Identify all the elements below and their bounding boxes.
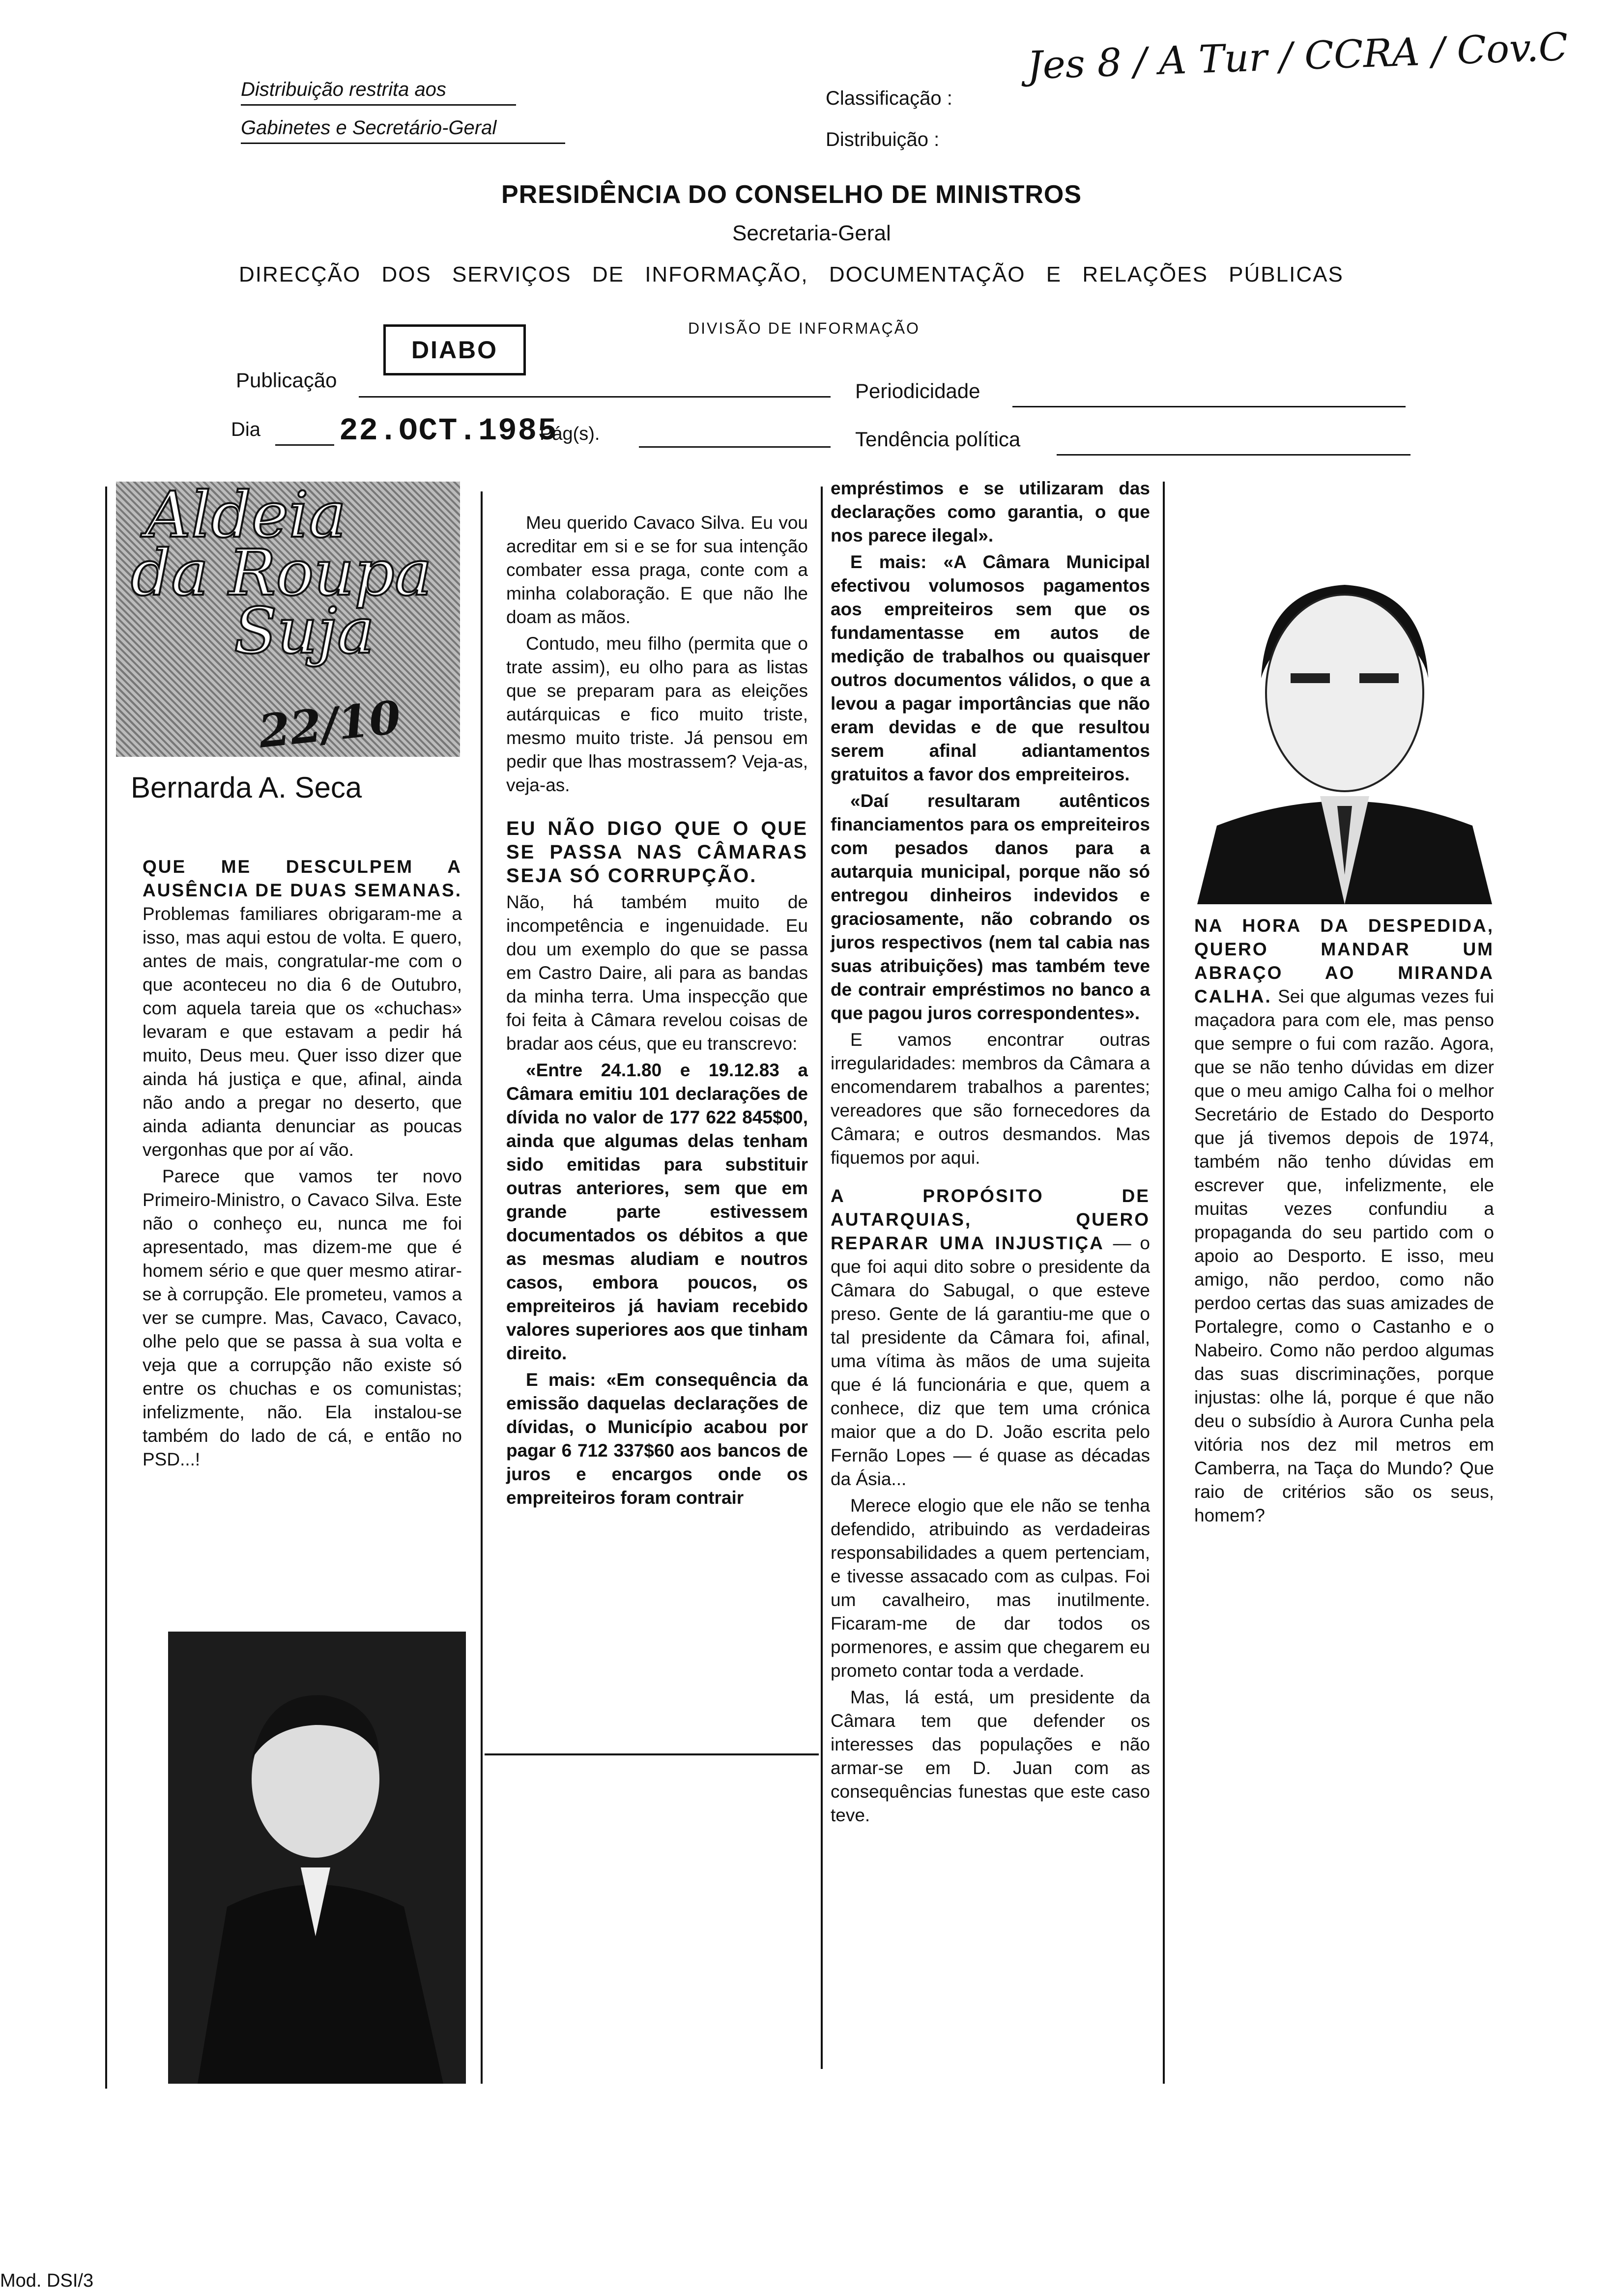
photo-portrait-graphic <box>168 1632 466 2084</box>
column-4 <box>1194 914 1494 1530</box>
pags-label: Pág(s). <box>540 424 600 444</box>
left-border <box>105 487 107 2089</box>
publicacao-label: Publicação <box>236 369 337 392</box>
col4-heading: NA HORA DA DESPEDIDA, QUERO MANDAR UM ABRAÇO AO MIRANDA CALHA. <box>1194 916 1494 1006</box>
col2-paragraph-4: «Entre 24.1.80 e 19.12.83 a Câmara emitiu 101 declarações de dívida no valor de 177 622 845$00, ainda que algumas delas tenham sido emitidas para substituir outras anteriores, sem que em grande parte estivessem documentados os débitos a que as mesmas aludiam e noutros casos, embora poucos, os empreiteiros já haviam recebido valores superiores aos que tinham direito. <box>506 1060 808 1363</box>
tendencia-label: Tendência política <box>855 428 1021 451</box>
col3-paragraph-4: E vamos encontrar outras irregularidades: membros da Câmara a encomendarem trabalhos a parentes; vereadores que são fornecedores da Câmara; e outros desmandos. Mas fiquemos por aqui. <box>831 1030 1150 1168</box>
col2-bottom-rule <box>485 1753 819 1755</box>
column-1 <box>143 855 462 1474</box>
org-title: PRESIDÊNCIA DO CONSELHO DE MINISTROS <box>501 180 1082 209</box>
column-title-line-2: da Roupa <box>131 537 432 610</box>
col2-paragraph-1: Meu querido Cavaco Silva. Eu vou acreditar em si e se for sua intenção combater essa praga, conte com a minha colaboração. E que não lhe doam as mãos. <box>506 513 808 627</box>
classificacao-label: Classificação : <box>826 87 952 109</box>
dia-label: Dia <box>231 419 261 440</box>
restricted-line-1: Distribuição restrita aos <box>241 79 446 100</box>
restricted-line-2: Gabinetes e Secretário-Geral <box>241 117 497 139</box>
photo-miranda-calha <box>1197 531 1492 904</box>
col2-paragraph-2: Contudo, meu filho (permita que o trate assim), eu olho para as listas que se preparam para as eleições autárquicas e fico muito triste, mesmo muito triste. Já pensou em pedir que lhas mostrassem? Veja-as, veja-as. <box>506 633 808 795</box>
periodicidade-line <box>1012 406 1406 407</box>
distribuicao-label: Distribuição : <box>826 129 940 150</box>
org-department: DIRECÇÃO DOS SERVIÇOS DE INFORMAÇÃO, DOCUMENTAÇÃO E RELAÇÕES PÚBLICAS <box>239 262 1344 287</box>
divider-col3-col4 <box>1163 482 1165 2084</box>
column-title-line-3: Suja <box>234 595 375 668</box>
publicacao-line <box>359 396 831 398</box>
form-code: Mod. DSI/3 <box>0 2270 94 2291</box>
col3-paragraph-2: E mais: «A Câmara Municipal efectivou volumosos pagamentos aos empreiteiros sem que os fundamentasse em autos de medição de trabalhos ou quaisquer outros documentos válidos, o que a levou a pagar importâncias que não eram devidas e de que resultou serem afinal adiantamentos gratuitos a favor dos empreiteiros. <box>831 552 1150 784</box>
column-author: Bernarda A. Seca <box>131 771 362 804</box>
col3-paragraph-3: «Daí resultaram autênticos financiamentos para os empreiteiros com pesados danos para a autarquia municipal, porque não só entregou dinheiros indevidos e graciosamente, não cobrando os juros respectivos (nem tal cabia nas suas atribuições) mas também teve de contrair empréstimos no banco a que pagou juros correspondentes». <box>831 791 1150 1023</box>
publication-name-box: DIABO <box>383 324 526 375</box>
col1-heading: QUE ME DESCULPEM A AUSÊNCIA DE DUAS SEMANAS. <box>143 857 462 900</box>
photo-portrait-graphic-right <box>1197 531 1492 904</box>
column-2 <box>506 511 808 1513</box>
col3-paragraph-6: Merece elogio que ele não se tenha defendido, atribuindo as verdadeiras responsabilidades a quem pertenciam, e tivesse assacado com as culpas. Foi um cavalheiro, mas inutilmente. Ficaram-me de dar todos os pormenores, e assim que chegarem eu prometo contar toda a verdade. <box>831 1495 1150 1681</box>
col1-paragraph-2: Parece que vamos ter novo Primeiro-Ministro, o Cavaco Silva. Este não o conheço eu, nunca me foi apresentado, mas dizem-me que é homem sério e que quer mesmo atirar-se à corrupção. Ele prometeu, vamos a ver se cumpre. Mas, Cavaco, Cavaco, olhe pelo que se passa à sua volta e veja que a corrupção não existe só entre os chuchas e os comunistas; infelizmente, não. Ela instalou-se também do lado de cá, e então no PSD...! <box>143 1166 462 1469</box>
periodicidade-label: Periodicidade <box>855 379 980 402</box>
handwritten-reference: Jes 8 / A Tur / CCRA / Cov.C <box>1026 25 1569 88</box>
col2-paragraph-3: Não, há também muito de incompetência e ingenuidade. Eu dou um exemplo do que se passa em Castro Daire, ali para as bandas da minha terra. Uma inspecção que foi feita à Câmara revelou coisas de bradar aos céus, que eu transcrevo: <box>506 892 808 1054</box>
col3-heading: A PROPÓSITO DE AUTARQUIAS, QUERO REPARAR UMA INJUSTIÇA <box>831 1186 1150 1253</box>
column-title-line-1: Aldeia <box>145 479 346 552</box>
col2-paragraph-5: E mais: «Em consequência da emissão daquelas declarações de dívidas, o Município acabou por pagar 6 712 337$60 aos bancos de juros e encargos onde os empreiteiros foram contrair <box>506 1370 808 1508</box>
org-division: DIVISÃO DE INFORMAÇÃO <box>688 319 920 337</box>
column-heading <box>116 479 465 826</box>
date-stamp: 22.OCT.1985 <box>339 414 558 449</box>
restricted-underline-2 <box>241 143 565 144</box>
col3-paragraph-1: empréstimos e se utilizaram das declarações como garantia, o que nos parece ilegal». <box>831 478 1150 545</box>
divider-col2-col3 <box>821 487 823 2069</box>
org-subtitle: Secretaria-Geral <box>732 221 891 245</box>
pags-line <box>639 446 831 448</box>
photo-man-left <box>168 1632 466 2084</box>
col2-heading: EU NÃO DIGO QUE O QUE SE PASSA NAS CÂMARAS SEJA SÓ CORRUPÇÃO. <box>506 818 808 887</box>
tendencia-line <box>1057 454 1410 456</box>
col1-paragraph-1: Problemas familiares obrigaram-me a isso, mas aqui estou de volta. E quero, antes de mais, congratular-me com o que aconteceu no dia 6 de Outubro, com aquela tareia que os «chuchas» levaram e que estavam a pedir há muito, Deus meu. Quer isso dizer que ainda há justiça e que, afinal, ainda não ando a pregar no deserto, que ainda adianta denunciar as poucas vergonhas que por aí vão. <box>143 904 462 1160</box>
restricted-underline-1 <box>241 104 516 106</box>
col4-paragraph-1: Sei que algumas vezes fui maçadora para com ele, mas penso que sempre o fui com razão. Agora, que se não tenho dúvidas em dizer que o meu amigo Calha foi o melhor Secretário de Estado do Desporto que já tivemos depois de 1974, também não tenho dúvidas em escrever que, infelizmente, ele muitas vezes confundiu a propaganda do seu partido com o apoio ao Desporto. E isso, meu amigo, não perdoo, como não perdoo certas das suas amizades de Portalegre, como o Castanho e o Nabeiro. Como não perdoo algumas das suas discriminações, porque injustas: olhe lá, porque é que não deu o subsídio à Aurora Cunha pela vitória nos dez mil metros em Camberra, na Taça do Mundo? Que raio de critérios são os seus, homem? <box>1194 986 1495 1525</box>
handwritten-column-date: 22/10 <box>256 690 403 758</box>
dia-line-left <box>275 444 334 446</box>
col3-paragraph-5: — o que foi aqui dito sobre o presidente da Câmara do Sabugal, o que esteve preso. Gente de lá garantiu-me que o tal presidente da Câmara foi, afinal, uma vítima às mãos de uma sujeita que é lá funcionária e que, quem a conhece, diz que tem uma crónica maior que a do D. João escrita pelo Fernão Lopes — é quase as décadas da Ásia... <box>831 1233 1151 1489</box>
col3-paragraph-7: Mas, lá está, um presidente da Câmara tem que defender os interesses das populações e não armar-se em D. Juan com as consequências funestas que este caso teve. <box>831 1687 1150 1825</box>
divider-col1-col2 <box>481 491 483 2084</box>
column-3 <box>831 477 1150 1830</box>
